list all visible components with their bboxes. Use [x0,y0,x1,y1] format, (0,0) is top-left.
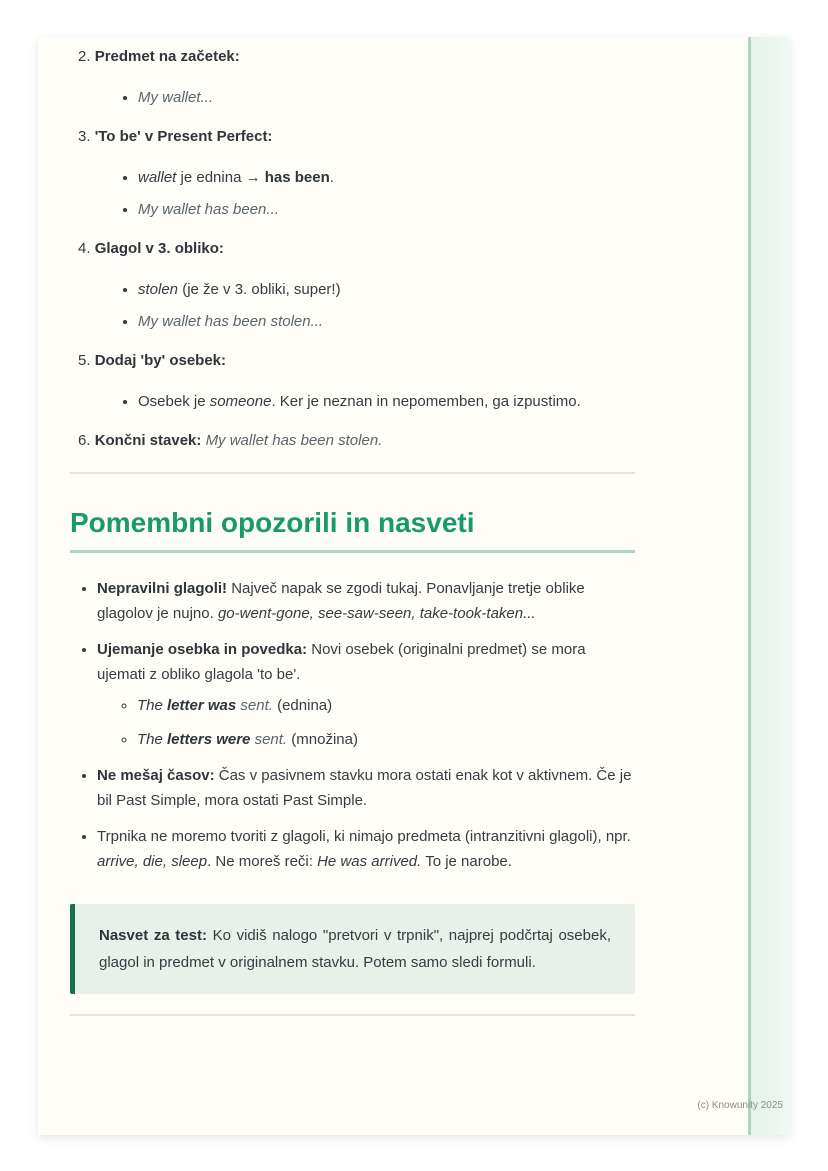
step-bullet-item [138,198,635,222]
step-bullets [78,86,635,110]
step-bullets [78,390,635,414]
text-segment: (ednina) [272,697,333,714]
tip-text [99,922,611,976]
text-segment: My wallet... [138,89,214,106]
text-segment: Nasvet za test: [99,927,207,944]
text-segment: someone [209,393,272,410]
text-segment: sent. [254,731,288,748]
step-item [78,350,635,414]
step-number: 6. [78,432,91,449]
step-bullets [78,166,635,222]
text-segment: Ko vidiš nalogo "pretvori v trpnik", najprej podčrtaj osebek, glagol in predmet v originalnem stavku. Potem samo sledi formuli. [99,927,612,971]
step-title: Predmet na začetek: [94,48,240,65]
warning-sub-item [137,727,635,752]
step-title-line [78,46,635,68]
step-number: 3. [78,128,91,145]
step-item [78,46,635,110]
text-segment: My wallet has been stolen... [138,313,324,330]
step-title: Končni stavek: [94,432,202,449]
step-bullet-item [138,166,635,190]
tip-callout [70,904,635,994]
warning-sub-bullets [97,693,635,752]
document-page [38,37,790,1135]
text-segment: My wallet has been... [138,201,279,218]
step-bullet-item [138,310,635,334]
step-bullet-item [138,278,635,302]
text-segment: wallet [138,169,177,186]
text-segment: He was arrived. [317,853,422,870]
text-segment: arrive, die, sleep [97,853,208,870]
warning-item [97,824,635,874]
step-title-line [78,350,635,372]
step-title-line [78,126,635,148]
text-segment: Ujemanje osebka in povedka: [97,641,308,658]
step-title-line [78,430,635,452]
steps-list [70,46,635,452]
copyright-footer: (c) Knowunity 2025 [697,1100,783,1111]
step-bullet-item [138,390,635,414]
step-item [78,430,635,452]
step-item [78,238,635,334]
page-content [70,37,635,1016]
warning-item [97,576,635,626]
text-segment: (množina) [287,731,358,748]
step-title: Dodaj 'by' osebek: [94,352,227,369]
step-number: 5. [78,352,91,369]
text-segment: sent. [240,697,273,714]
step-bullet-item [138,86,635,110]
text-segment: Osebek je [138,393,210,410]
step-inline-text [201,432,382,449]
text-segment: letters were [167,731,251,748]
text-segment: The [137,731,168,748]
text-segment: To je narobe. [421,853,512,870]
step-bullets [78,278,635,334]
section-heading: Pomembni opozorili in nasveti [70,504,635,553]
text-segment: . [329,169,334,186]
step-title: Glagol v 3. obliko: [94,240,224,257]
text-segment: stolen [138,281,179,298]
warning-item [97,763,635,813]
step-title-line [78,238,635,260]
text-segment: go-went-gone, see-saw-seen, take-took-taken... [217,605,536,622]
step-title: 'To be' v Present Perfect: [94,128,273,145]
text-segment: has been [264,169,330,186]
text-segment: (je že v 3. obliki, super!) [178,281,341,298]
text-segment: Trpnika ne moremo tvoriti z glagoli, ki nimajo predmeta (intranzitivni glagoli), npr. [97,828,631,845]
warnings-list [70,576,635,874]
text-segment: Nepravilni glagoli! [97,580,228,597]
step-number: 4. [78,240,91,257]
warning-item [97,637,635,752]
text-segment: . Ne moreš reči: [207,853,318,870]
text-segment: Ne mešaj časov: [97,767,215,784]
text-segment: The [137,697,168,714]
warning-sub-item [137,693,635,718]
text-segment: Največ napak se zgodi tukaj. Ponavljanje tretje oblike glagolov je nujno. [97,580,585,622]
text-segment: letter was [167,697,237,714]
text-segment: Čas v pasivnem stavku mora ostati enak kot v aktivnem. Če je bil Past Simple, mora ostati Past Simple. [97,767,632,809]
text-segment: . Ker je neznan in nepomemben, ga izpustimo. [271,393,581,410]
step-number: 2. [78,48,91,65]
section-divider-top [70,472,635,474]
text-segment: My wallet has been stolen. [205,432,383,449]
page-edge-stripe [748,37,790,1135]
step-item [78,126,635,222]
section-divider-bottom [70,1014,635,1016]
text-segment: Novi osebek (originalni predmet) se mora ujemati z obliko glagola 'to be'. [97,641,586,683]
text-segment: je ednina → [176,169,265,186]
